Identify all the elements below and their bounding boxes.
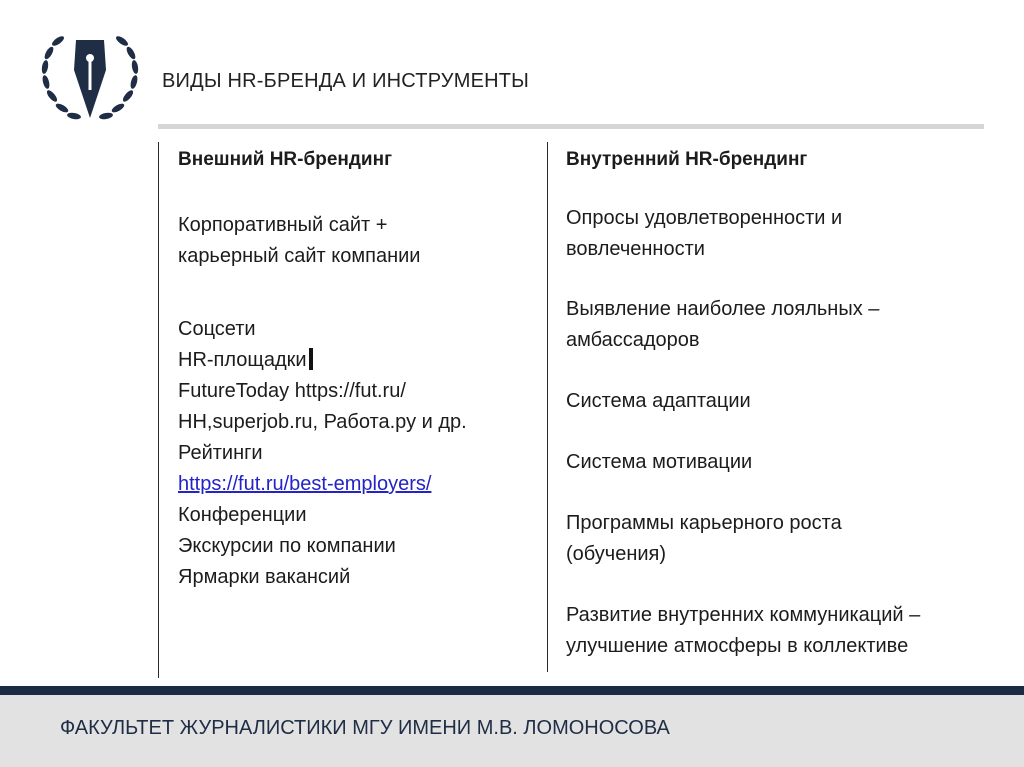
communications-line1: Развитие внутренних коммуникаций – xyxy=(566,604,921,626)
text-cursor-icon xyxy=(309,348,313,370)
career-programs-line2: (обучения) xyxy=(566,543,667,565)
external-branding-heading: Внешний HR-брендинг xyxy=(178,149,393,170)
futuretoday-line2: HH,superjob.ru, Работа.ру и др. xyxy=(178,411,467,433)
conferences-item: Конференции xyxy=(178,504,307,526)
best-employers-link[interactable]: https://fut.ru/best-employers/ xyxy=(178,473,432,495)
internal-branding-column xyxy=(566,144,996,662)
surveys-line1: Опросы удовлетворенности и xyxy=(566,207,843,229)
futuretoday-line1: FutureToday https://fut.ru/ xyxy=(178,380,406,402)
hr-platforms-item xyxy=(178,345,538,376)
adaptation-item: Система адаптации xyxy=(566,390,751,412)
excursions-item: Экскурсии по компании xyxy=(178,535,396,557)
ratings-item: Рейтинги xyxy=(178,442,263,464)
motivation-item: Система мотивации xyxy=(566,451,753,473)
career-programs-line1: Программы карьерного роста xyxy=(566,512,842,534)
internal-branding-heading: Внутренний HR-брендинг xyxy=(566,149,808,170)
surveys-line2: вовлеченности xyxy=(566,238,705,260)
career-site-line2: карьерный сайт компании xyxy=(178,245,421,267)
footer xyxy=(0,695,1024,767)
page-title: ВИДЫ HR-БРЕНДА И ИНСТРУМЕНТЫ xyxy=(162,70,530,92)
footer-faculty-name: ФАКУЛЬТЕТ ЖУРНАЛИСТИКИ МГУ ИМЕНИ М.В. ЛОМОНОСОВА xyxy=(60,717,670,739)
career-site-line1: Корпоративный сайт + xyxy=(178,214,388,236)
ambassadors-line2: амбассадоров xyxy=(566,329,700,351)
pen-nib-emblem-icon xyxy=(36,26,144,126)
social-networks-item: Соцсети xyxy=(178,318,256,340)
communications-line2: улучшение атмосферы в коллективе xyxy=(566,635,909,657)
external-branding-column xyxy=(178,144,538,593)
column-divider xyxy=(547,142,548,672)
ambassadors-line1: Выявление наиболее лояльных – xyxy=(566,298,880,320)
footer-accent-bar xyxy=(0,686,1024,695)
hr-platforms-label: HR-площадки xyxy=(178,349,307,371)
job-fairs-item: Ярмарки вакансий xyxy=(178,566,351,588)
title-divider xyxy=(158,124,984,129)
left-column-border xyxy=(158,142,159,678)
